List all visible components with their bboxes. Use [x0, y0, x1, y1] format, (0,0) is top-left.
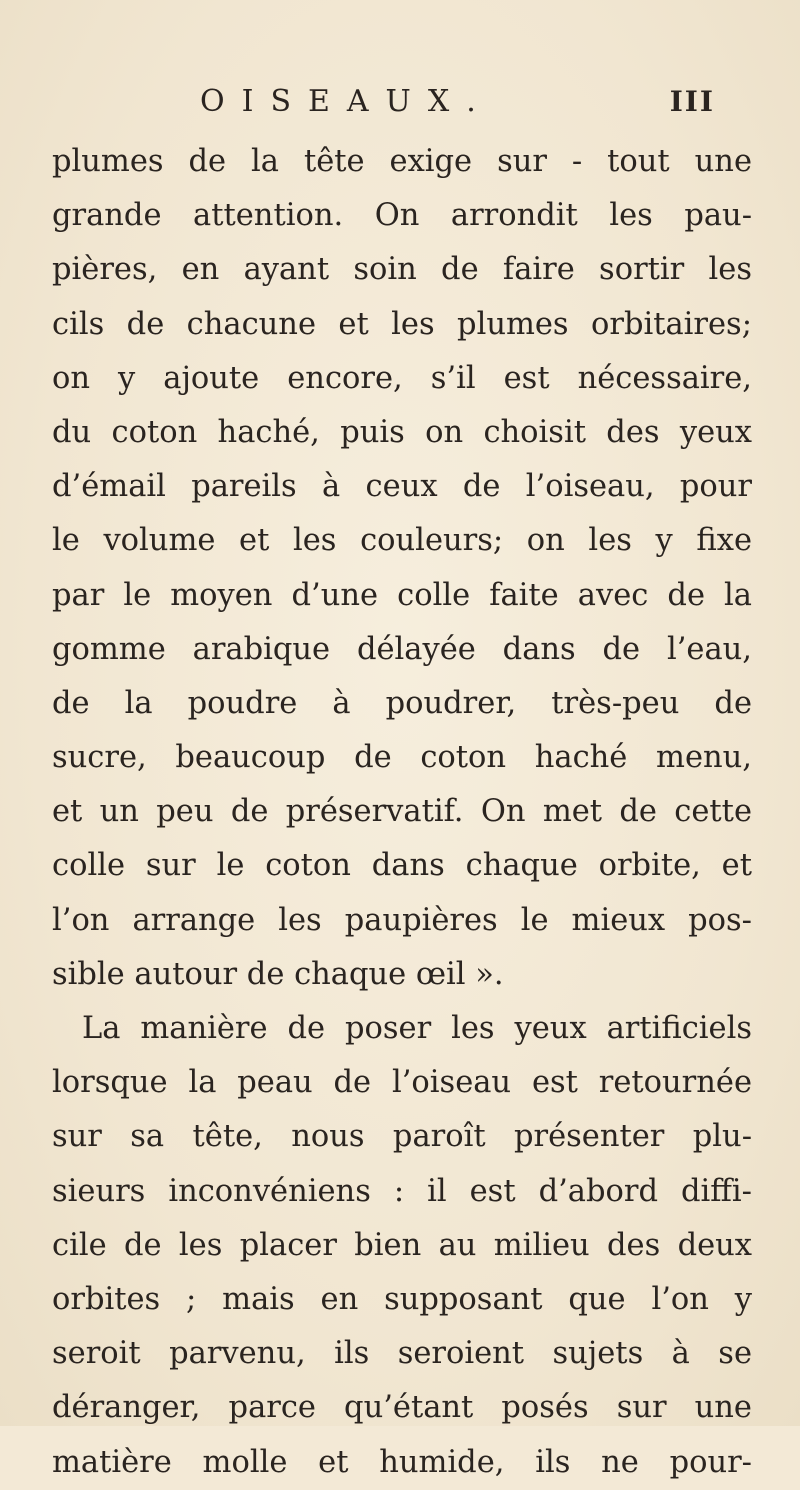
body-text	[52, 135, 752, 1490]
text-line: du coton haché, puis on choisit des yeux	[52, 414, 752, 450]
text-line: grande attention. On arrondit les pau-	[52, 198, 752, 234]
text-line: sucre, beaucoup de coton haché menu,	[52, 740, 752, 776]
text-line: plumes de la tête exige sur - tout une	[52, 144, 752, 179]
text-line: matière molle et humide, ils ne pour-	[52, 1444, 752, 1480]
text-line: orbites ; mais en supposant que l’on y	[52, 1281, 752, 1317]
paragraph-first-line: La manière de poser les yeux artificiels	[82, 1011, 752, 1046]
text-line: colle sur le coton dans chaque orbite, et	[52, 848, 752, 884]
text-line: gomme arabique délayée dans de l’eau,	[52, 631, 752, 667]
text-line: pières, en ayant soin de faire sortir les	[52, 252, 752, 288]
running-title: OISEAUX.	[200, 84, 493, 119]
text-line: sible autour de chaque œil ».	[52, 956, 504, 992]
text-line: sur sa tête, nous paroît présenter plu-	[52, 1119, 752, 1155]
text-line: on y ajoute encore, s’il est nécessaire,	[52, 360, 752, 396]
page-number: III	[669, 85, 715, 118]
text-line: par le moyen d’une colle faite avec de la	[52, 577, 752, 613]
text-line: l’on arrange les paupières le mieux pos-	[52, 902, 752, 938]
text-line: d’émail pareils à ceux de l’oiseau, pour	[52, 469, 752, 505]
text-line: sieurs inconvéniens : il est d’abord diffi-	[52, 1173, 752, 1209]
text-line: déranger, parce qu’étant posés sur une	[52, 1390, 752, 1426]
text-line: seroit parvenu, ils seroient sujets à se	[52, 1336, 752, 1372]
text-line: et un peu de préservatif. On met de cette	[52, 794, 752, 830]
running-head	[0, 82, 800, 122]
text-line: lorsque la peau de l’oiseau est retournée	[52, 1065, 752, 1101]
text-line: cile de les placer bien au milieu des deux	[52, 1227, 752, 1263]
text-line: cils de chacune et les plumes orbitaires;	[52, 306, 752, 342]
text-line: le volume et les couleurs; on les y fixe	[52, 523, 752, 559]
text-line: de la poudre à poudrer, très-peu de	[52, 685, 752, 721]
